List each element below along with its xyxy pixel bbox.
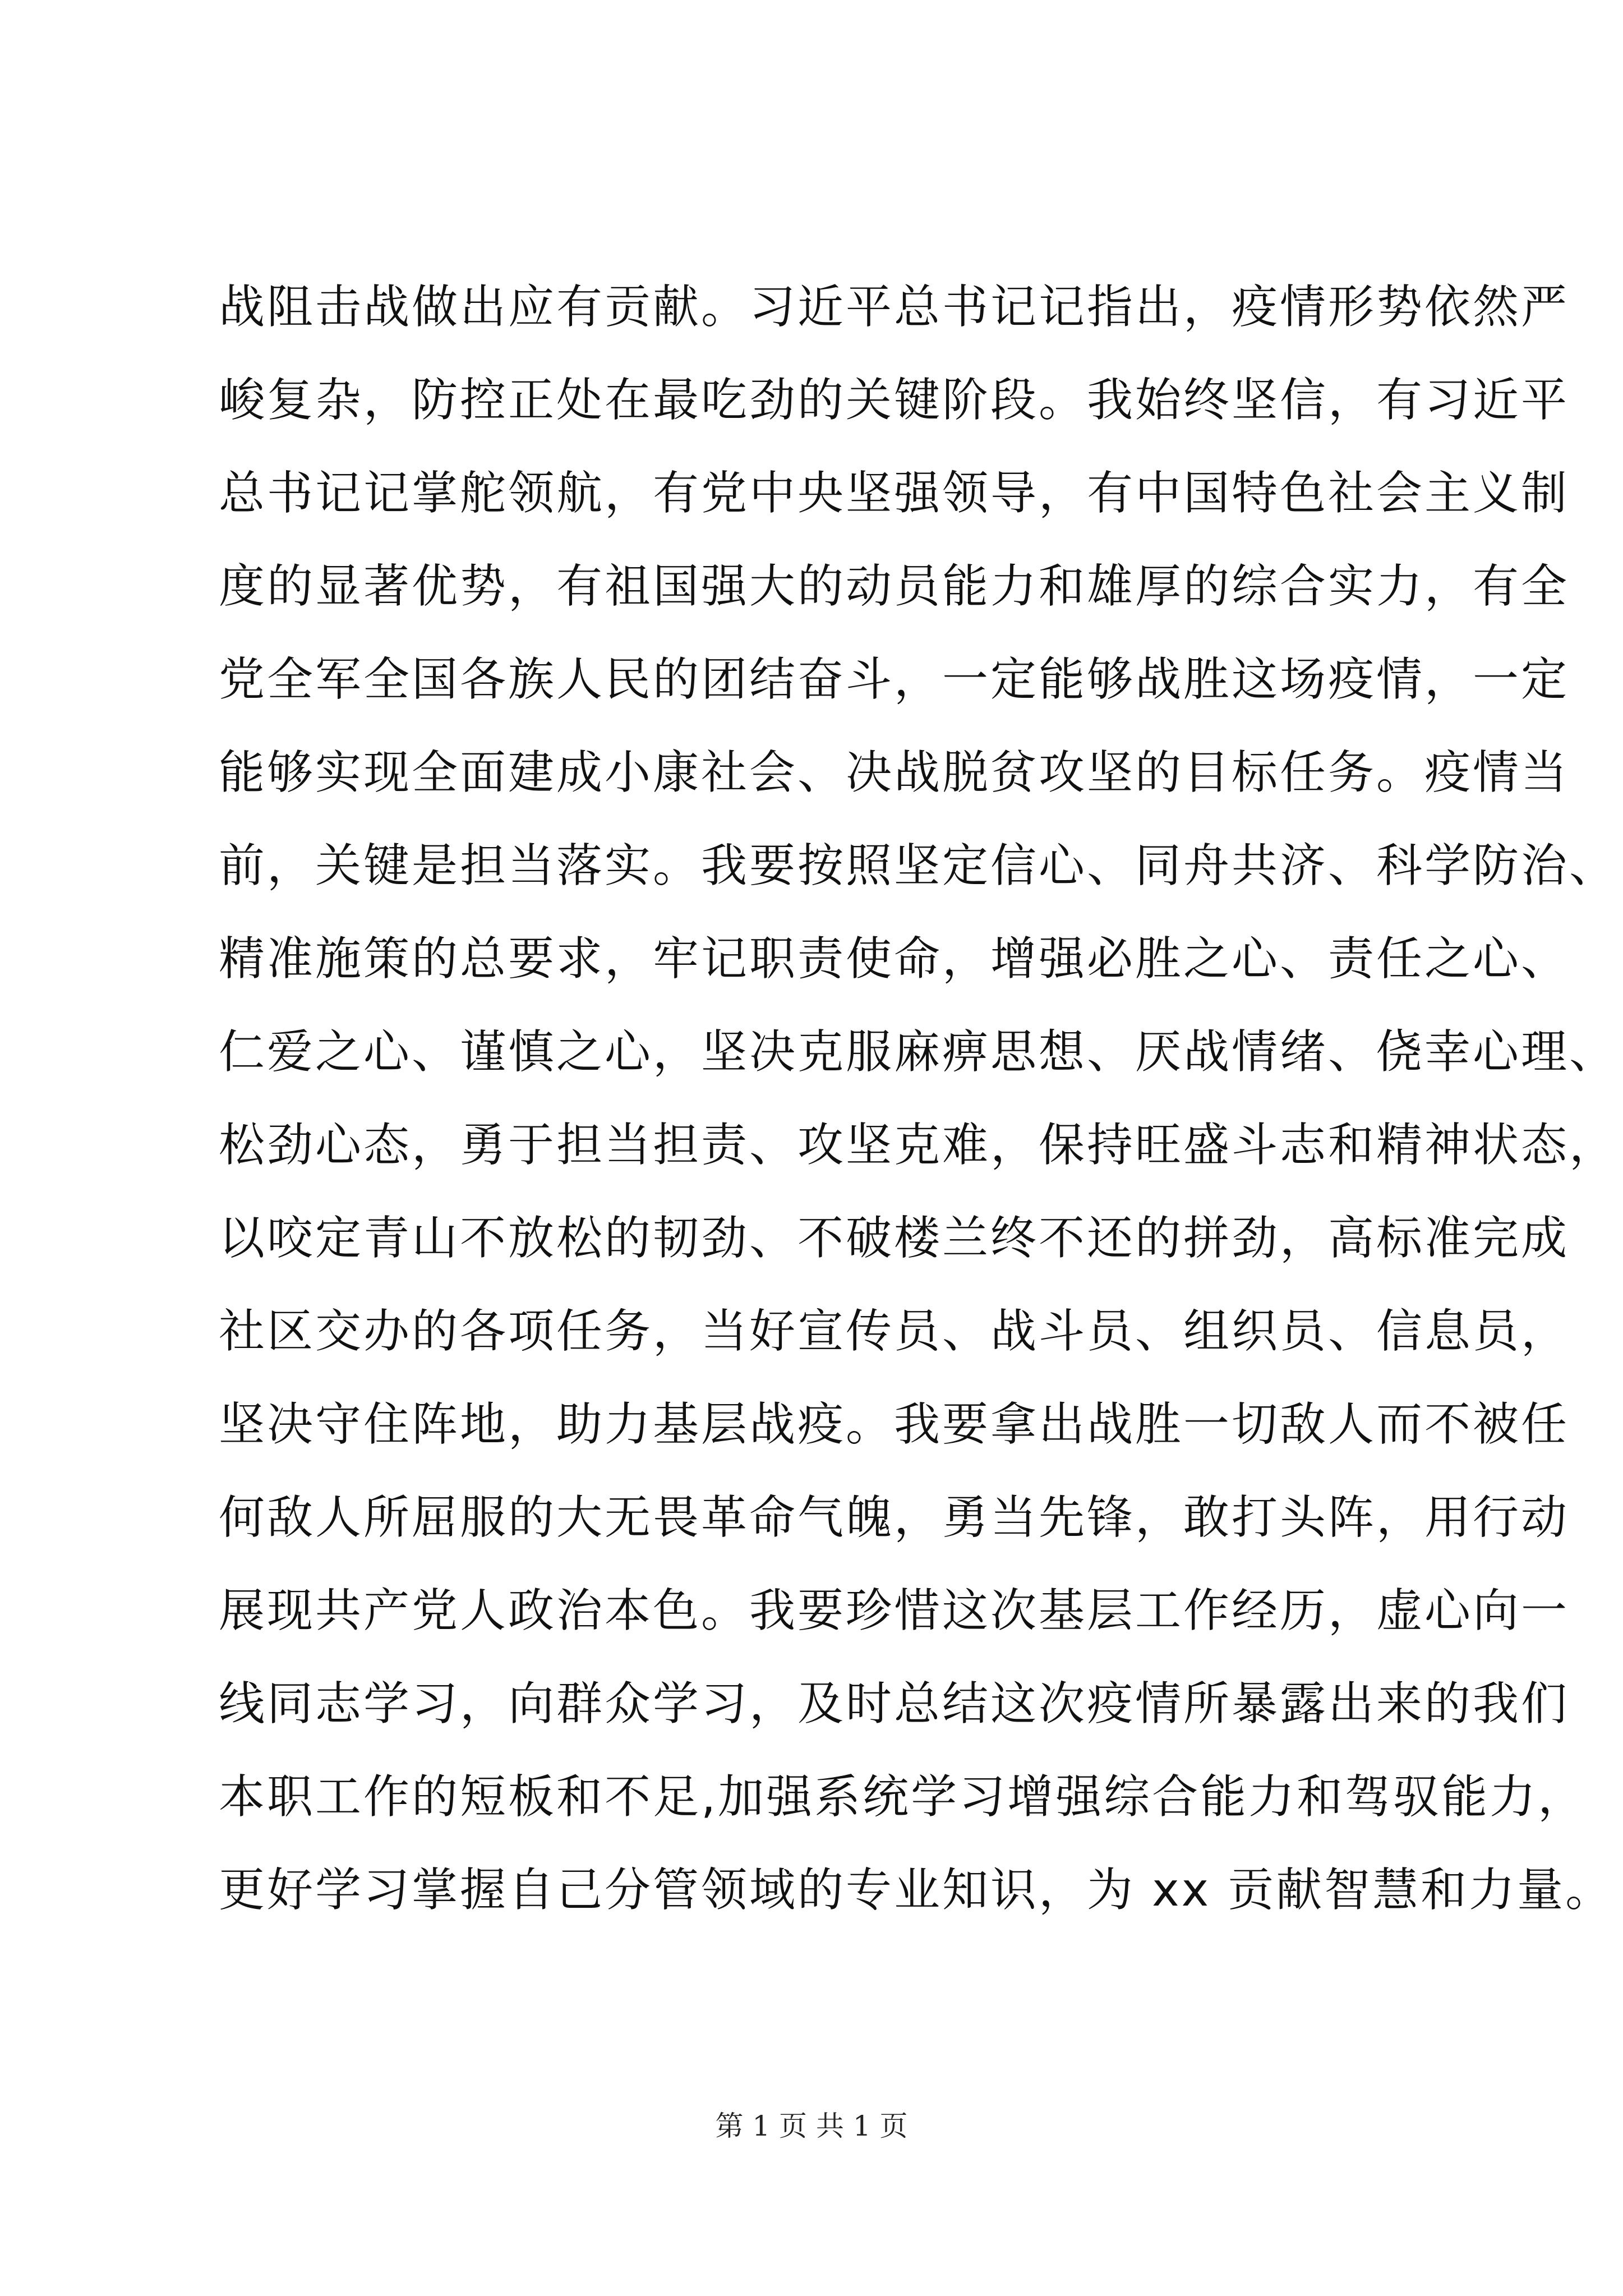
text-line: 总书记记掌舵领航，有党中央坚强领导，有中国特色社会主义制: [219, 467, 1570, 520]
text-line: 精准施策的总要求，牢记职责使命，增强必胜之心、责任之心、: [219, 932, 1570, 986]
text-line: 线同志学习，向群众学习，及时总结这次疫情所暴露出来的我们: [219, 1677, 1570, 1731]
text-line: 峻复杂，防控正处在最吃劲的关键阶段。我始终坚信，有习近平: [219, 374, 1570, 427]
body-text: [219, 261, 1618, 1937]
text-line: 松劲心态，勇于担当担责、攻坚克难，保持旺盛斗志和精神状态，: [219, 1119, 1618, 1172]
text-line: 坚决守住阵地，助力基层战疫。我要拿出战胜一切敌人而不被任: [219, 1398, 1570, 1451]
text-line: 本职工作的短板和不足,加强系统学习增强综合能力和驾驭能力，: [219, 1770, 1587, 1824]
text-line: 以咬定青山不放松的韧劲、不破楼兰终不还的拼劲，高标准完成: [219, 1212, 1570, 1265]
text-line: 度的显著优势，有祖国强大的动员能力和雄厚的综合实力，有全: [219, 560, 1570, 613]
text-line: 何敌人所屈服的大无畏革命气魄，勇当先锋，敢打头阵，用行动: [219, 1491, 1570, 1544]
text-line: 党全军全国各族人民的团结奋斗，一定能够战胜这场疫情，一定: [219, 653, 1570, 706]
text-line: 社区交办的各项任务，当好宣传员、战斗员、组织员、信息员，: [219, 1305, 1570, 1358]
text-line: 前，关键是担当落实。我要按照坚定信心、同舟共济、科学防治、: [219, 839, 1618, 892]
text-line: 能够实现全面建成小康社会、决战脱贫攻坚的目标任务。疫情当: [219, 746, 1570, 799]
text-line: 战阻击战做出应有贡献。习近平总书记记指出，疫情形势依然严: [219, 280, 1570, 334]
page-footer: 第 1 页 共 1 页: [715, 2110, 908, 2142]
text-line: 更好学习掌握自己分管领域的专业知识，为 xx 贡献智慧和力量。: [219, 1864, 1614, 1917]
text-line: 仁爱之心、谨慎之心，坚决克服麻痹思想、厌战情绪、侥幸心理、: [219, 1025, 1618, 1079]
text-line: 展现共产党人政治本色。我要珍惜这次基层工作经历，虚心向一: [219, 1584, 1570, 1637]
